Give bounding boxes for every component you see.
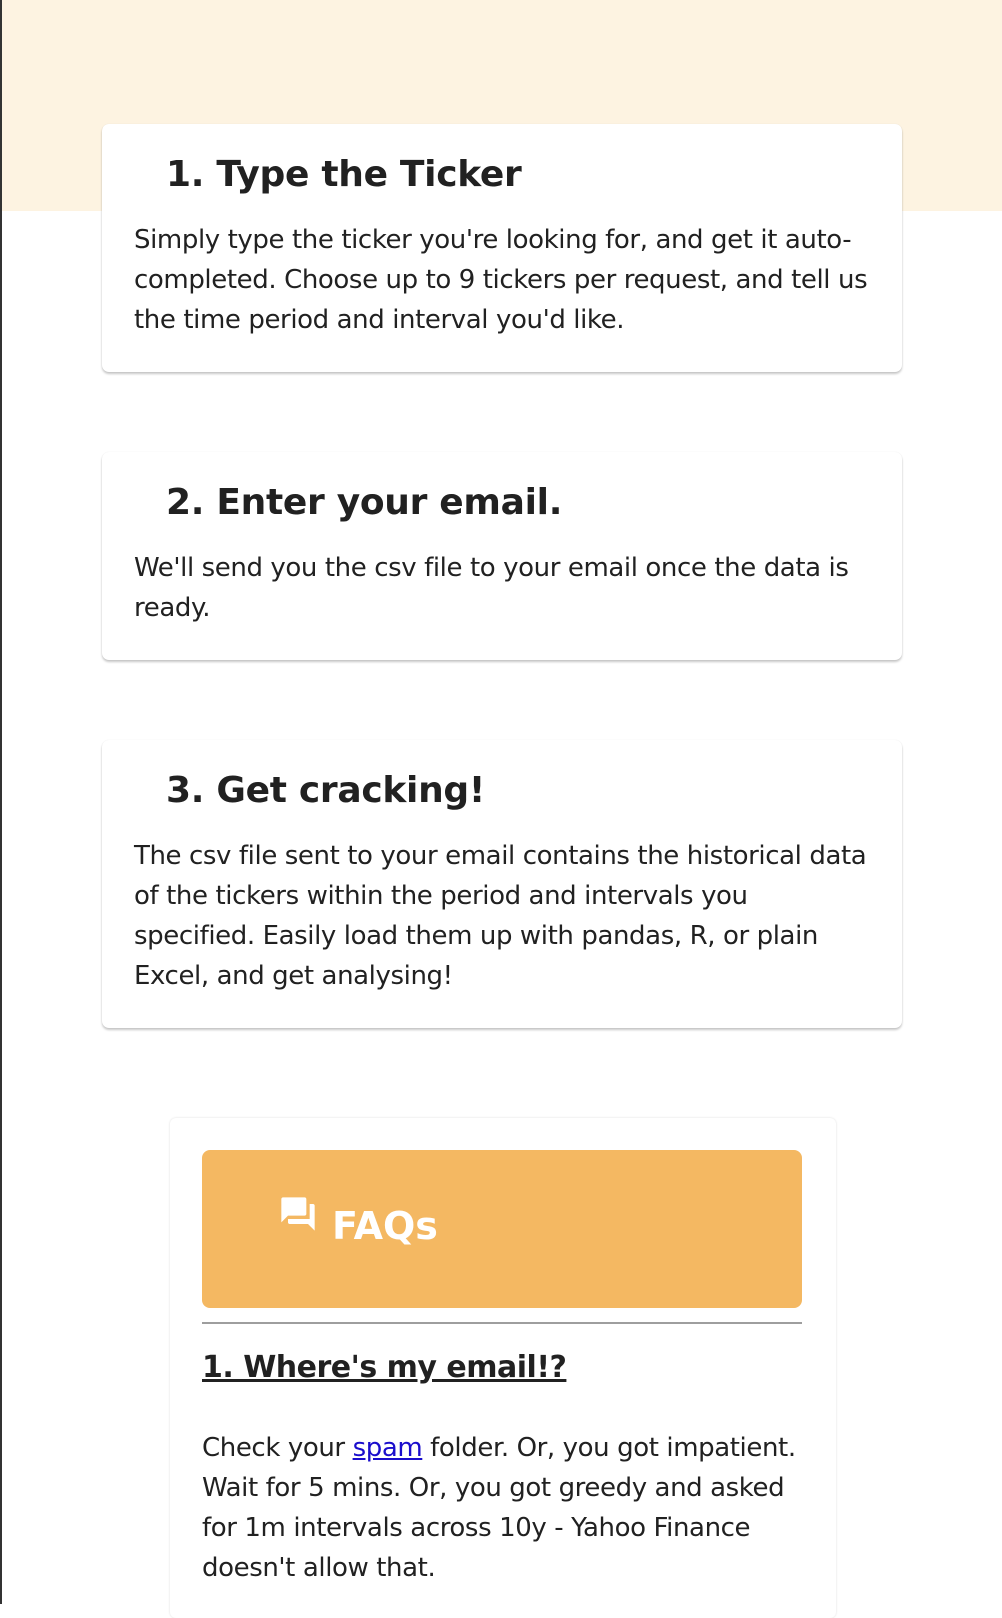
step-card-type-ticker bbox=[102, 124, 902, 372]
faq-title: FAQs bbox=[332, 1204, 438, 1248]
faq-header bbox=[202, 1150, 802, 1308]
faq-divider bbox=[202, 1322, 802, 1324]
step-title: 2. Enter your email. bbox=[166, 482, 563, 523]
faq-answer bbox=[202, 1428, 812, 1588]
step-description: Simply type the ticker you're looking for, and get it auto-completed. Choose up to 9 tickers per request, and tell us the time period and interval you'd like. bbox=[134, 225, 868, 335]
faq-question: 1. Where's my email!? bbox=[202, 1350, 567, 1385]
faq-answer-text: folder. Or, you got impatient. Wait for 5 mins. Or, you got greedy and asked for 1m intervals across 10y - Yahoo Finance doesn't allow that. bbox=[202, 1433, 796, 1583]
spam-link[interactable]: spam bbox=[352, 1433, 423, 1463]
page-left-border bbox=[0, 0, 2, 1604]
step-title: 3. Get cracking! bbox=[166, 770, 485, 811]
faq-answer-text: Check your bbox=[202, 1433, 353, 1463]
forum-icon bbox=[276, 1194, 320, 1234]
step-description: The csv file sent to your email contains the historical data of the tickers within the period and intervals you specified. Easily load them up with pandas, R, or plain Excel, and get analysing! bbox=[134, 841, 867, 991]
step-card-enter-email bbox=[102, 452, 902, 660]
step-card-get-cracking bbox=[102, 740, 902, 1028]
step-description: We'll send you the csv file to your email once the data is ready. bbox=[134, 553, 849, 623]
step-title: 1. Type the Ticker bbox=[166, 154, 522, 195]
faq-panel bbox=[170, 1118, 836, 1618]
